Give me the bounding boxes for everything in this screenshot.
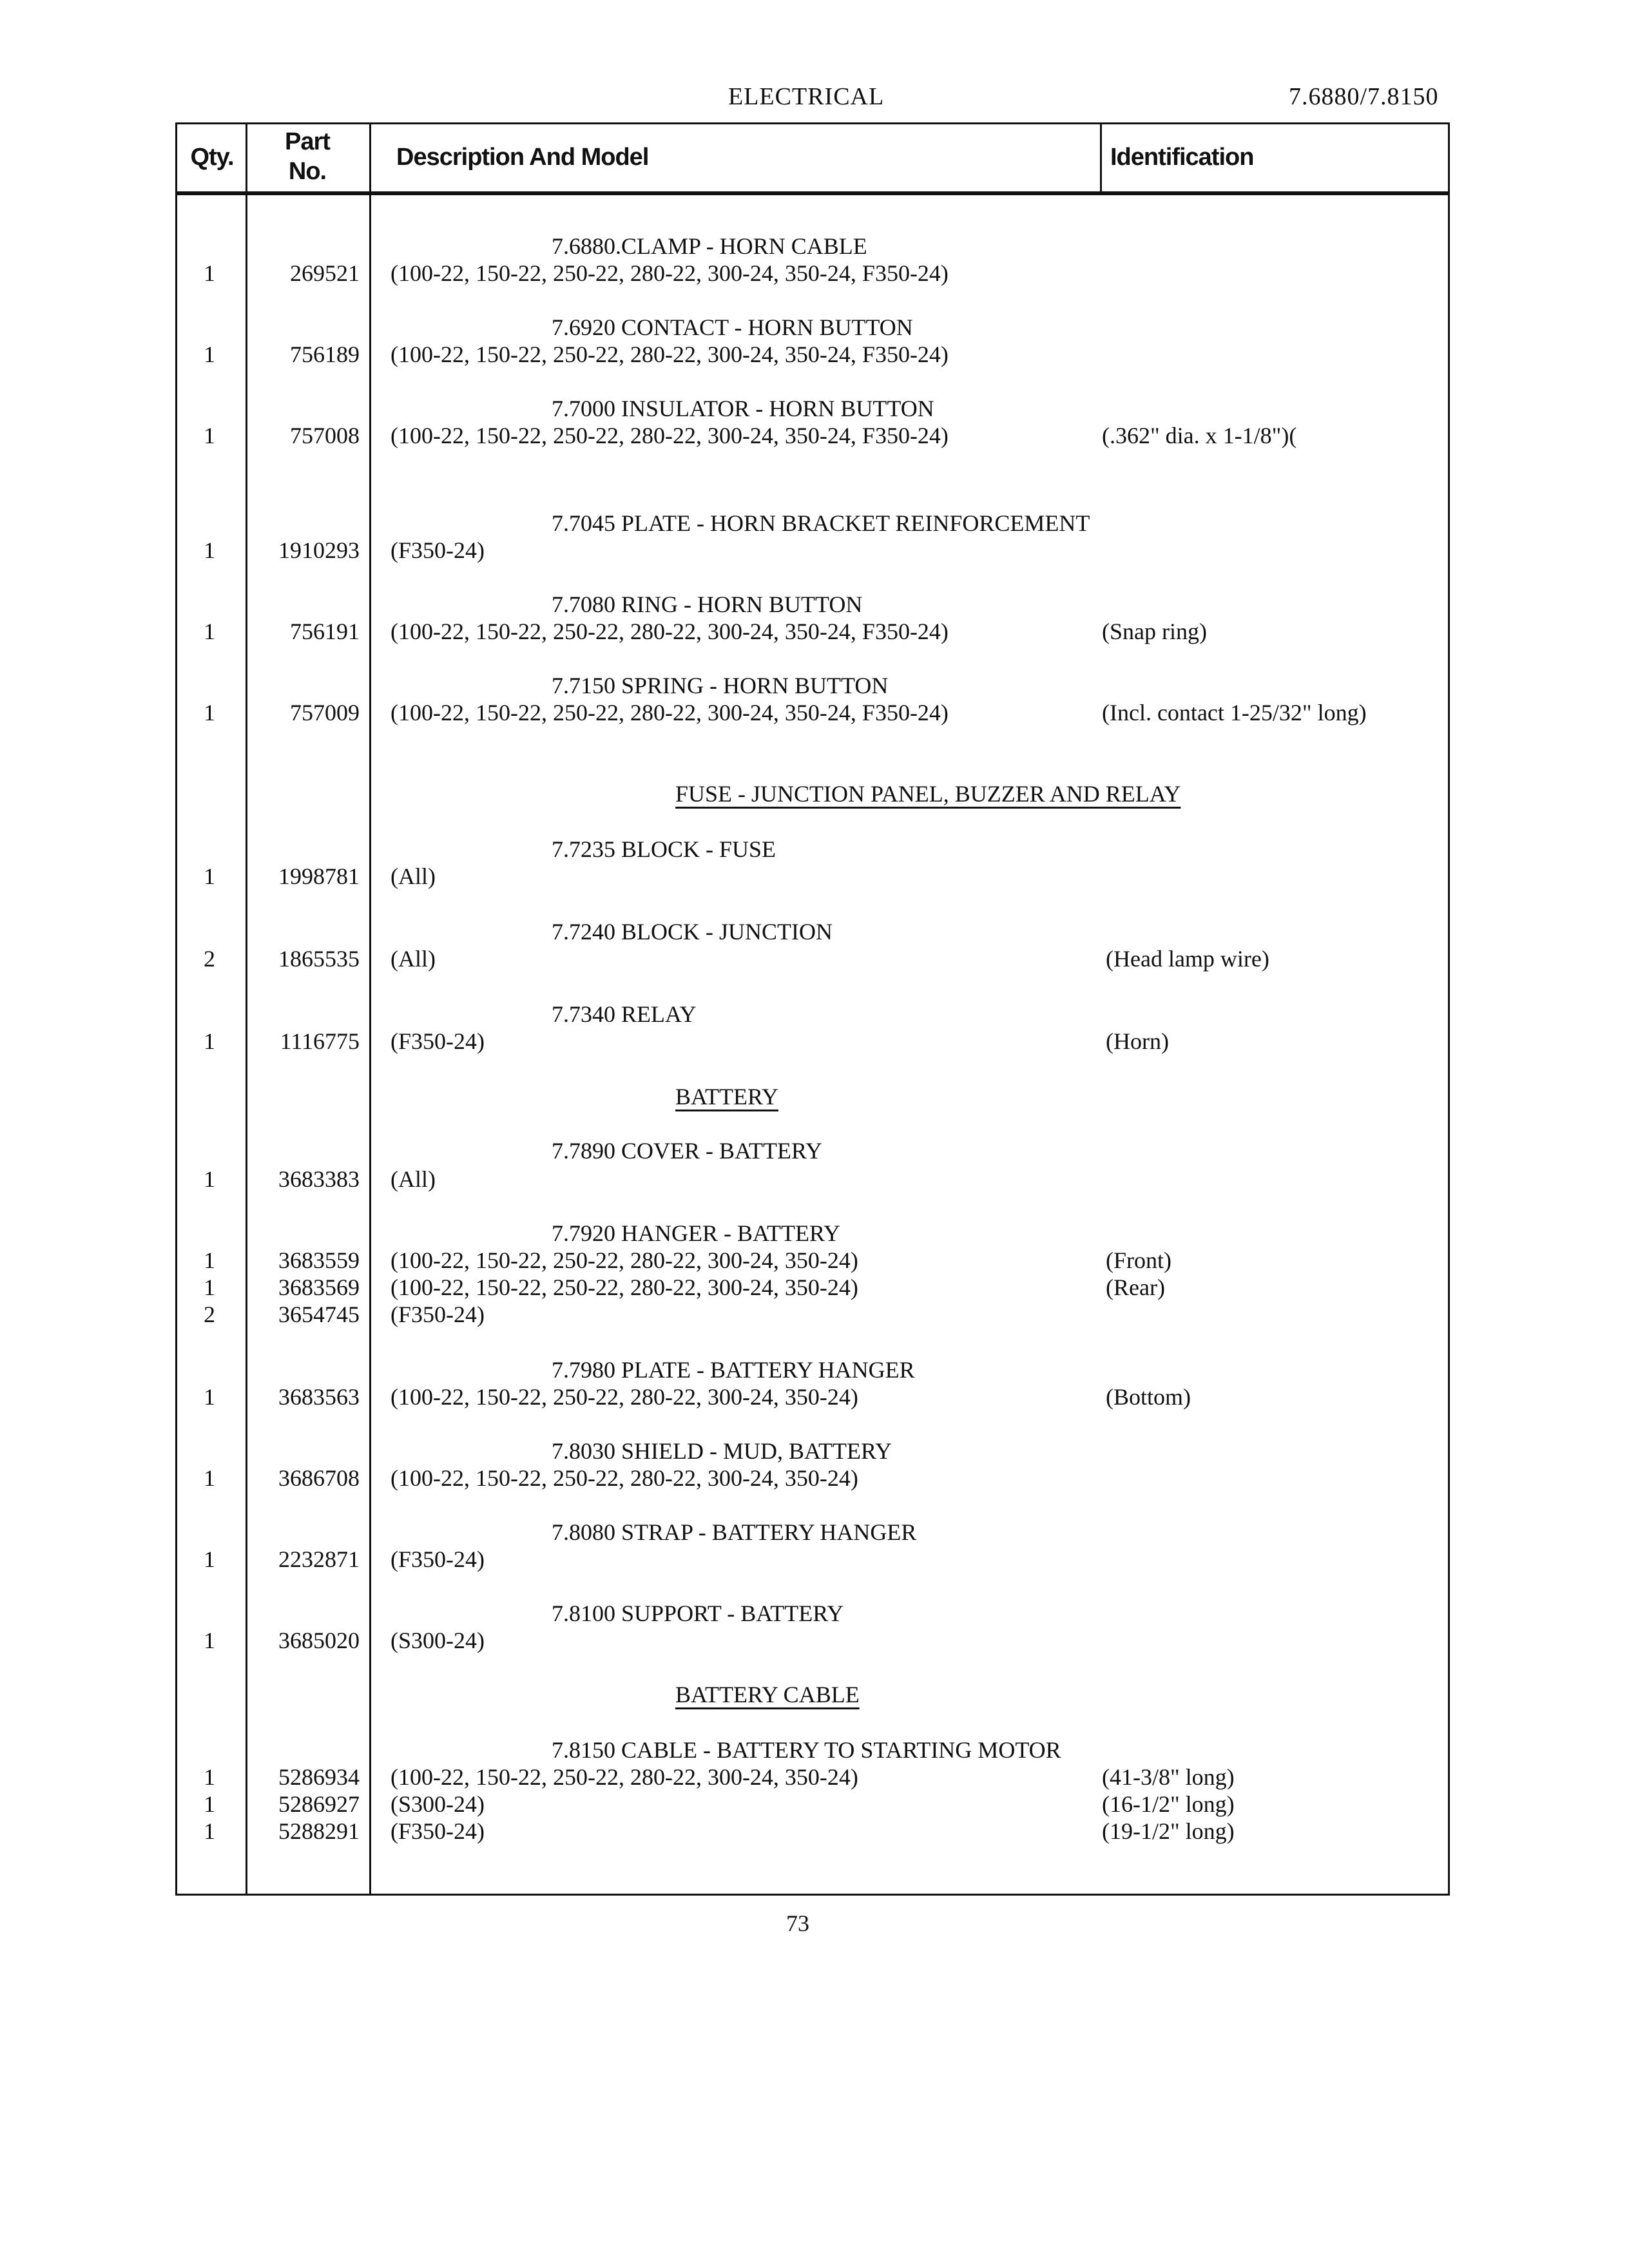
entry-title: 7.8030 SHIELD - MUD, BATTERY bbox=[552, 1438, 892, 1464]
entry-qty: 1 bbox=[204, 1028, 215, 1054]
entry-part-no: 5288291 bbox=[278, 1818, 360, 1844]
column-header-qty: Qty. bbox=[190, 144, 234, 171]
entry-part-no: 5286927 bbox=[278, 1791, 360, 1817]
entry-models: (F350-24) bbox=[390, 537, 485, 563]
entry-part-no: 3683559 bbox=[278, 1247, 360, 1273]
entry-part-no: 2232871 bbox=[278, 1546, 360, 1572]
entry-models: (100-22, 150-22, 250-22, 280-22, 300-24, 350-24) bbox=[390, 1384, 858, 1410]
header-rule bbox=[177, 191, 1448, 195]
entry-title: 7.7150 SPRING - HORN BUTTON bbox=[552, 673, 889, 698]
section-heading-battery: BATTERY bbox=[675, 1084, 779, 1110]
entry-title: 7.7890 COVER - BATTERY bbox=[552, 1138, 823, 1164]
entry-part-no: 3686708 bbox=[278, 1465, 360, 1491]
entry-identification: (Head lamp wire) bbox=[1106, 946, 1269, 972]
entry-models: (100-22, 150-22, 250-22, 280-22, 300-24, 350-24) bbox=[390, 1274, 858, 1300]
entry-models: (All) bbox=[390, 1166, 436, 1192]
entry-identification: (Snap ring) bbox=[1102, 619, 1207, 644]
entry-models: (100-22, 150-22, 250-22, 280-22, 300-24, 350-24, F350-24) bbox=[390, 423, 949, 448]
entry-models: (S300-24) bbox=[390, 1791, 485, 1817]
entry-qty: 1 bbox=[204, 1274, 215, 1300]
entry-qty: 1 bbox=[204, 1628, 215, 1653]
entry-identification: (Front) bbox=[1106, 1247, 1171, 1273]
page-title: ELECTRICAL bbox=[728, 83, 885, 110]
entry-qty: 1 bbox=[204, 537, 215, 563]
column-header-description: Description And Model bbox=[396, 144, 649, 171]
entry-models: (F350-24) bbox=[390, 1028, 485, 1054]
column-divider-description bbox=[1100, 124, 1102, 191]
entry-title: 7.6880.CLAMP - HORN CABLE bbox=[552, 233, 867, 259]
entry-title: 7.6920 CONTACT - HORN BUTTON bbox=[552, 314, 913, 340]
entry-title: 7.7235 BLOCK - FUSE bbox=[552, 836, 776, 862]
entry-part-no: 1998781 bbox=[278, 863, 360, 889]
entry-qty: 1 bbox=[204, 1764, 215, 1790]
entry-qty: 1 bbox=[204, 1546, 215, 1572]
entry-title: 7.7000 INSULATOR - HORN BUTTON bbox=[552, 396, 934, 421]
entry-title: 7.8080 STRAP - BATTERY HANGER bbox=[552, 1519, 917, 1545]
entry-part-no: 1116775 bbox=[280, 1028, 360, 1054]
entry-models: (100-22, 150-22, 250-22, 280-22, 300-24, 350-24) bbox=[390, 1247, 858, 1273]
entry-qty: 1 bbox=[204, 700, 215, 726]
entry-qty: 1 bbox=[204, 423, 215, 448]
entry-qty: 2 bbox=[204, 946, 215, 972]
entry-part-no: 1910293 bbox=[278, 537, 360, 563]
entry-identification: (16-1/2" long) bbox=[1102, 1791, 1235, 1817]
entry-part-no: 3683383 bbox=[278, 1166, 360, 1192]
entry-title: 7.7920 HANGER - BATTERY bbox=[552, 1220, 840, 1246]
entry-identification: (Rear) bbox=[1106, 1274, 1165, 1300]
entry-title: 7.7340 RELAY bbox=[552, 1001, 697, 1027]
entry-models: (100-22, 150-22, 250-22, 280-22, 300-24, 350-24, F350-24) bbox=[390, 619, 949, 644]
entry-models: (F350-24) bbox=[390, 1546, 485, 1572]
column-divider-part bbox=[369, 124, 371, 1894]
entry-identification: (.362" dia. x 1-1/8")( bbox=[1102, 423, 1297, 448]
entry-identification: (19-1/2" long) bbox=[1102, 1818, 1235, 1844]
entry-qty: 1 bbox=[204, 341, 215, 367]
entry-part-no: 3685020 bbox=[278, 1628, 360, 1653]
page-number: 73 bbox=[786, 1910, 809, 1936]
entry-qty: 1 bbox=[204, 619, 215, 644]
entry-title: 7.7045 PLATE - HORN BRACKET REINFORCEMENT bbox=[552, 510, 1090, 536]
entry-identification: (Incl. contact 1-25/32" long) bbox=[1102, 700, 1367, 726]
entry-models: (100-22, 150-22, 250-22, 280-22, 300-24, 350-24, F350-24) bbox=[390, 700, 949, 726]
page-section-range: 7.6880/7.8150 bbox=[1289, 83, 1439, 110]
column-header-identification: Identification bbox=[1110, 144, 1254, 171]
entry-models: (All) bbox=[390, 946, 436, 972]
column-header-part-no bbox=[246, 127, 369, 186]
entry-part-no: 5286934 bbox=[278, 1764, 360, 1790]
entry-identification: (Horn) bbox=[1106, 1028, 1169, 1054]
entry-models: (100-22, 150-22, 250-22, 280-22, 300-24, 350-24) bbox=[390, 1764, 858, 1790]
entry-qty: 2 bbox=[204, 1302, 215, 1327]
entry-models: (100-22, 150-22, 250-22, 280-22, 300-24, 350-24, F350-24) bbox=[390, 260, 949, 286]
entry-part-no: 756191 bbox=[290, 619, 360, 644]
entry-qty: 1 bbox=[204, 260, 215, 286]
entry-part-no: 756189 bbox=[290, 341, 360, 367]
entry-title: 7.7980 PLATE - BATTERY HANGER bbox=[552, 1357, 915, 1383]
entry-part-no: 3683569 bbox=[278, 1274, 360, 1300]
entry-identification: (Bottom) bbox=[1106, 1384, 1191, 1410]
entry-part-no: 269521 bbox=[290, 260, 360, 286]
entry-title: 7.7080 RING - HORN BUTTON bbox=[552, 591, 863, 617]
parts-table bbox=[175, 122, 1450, 1896]
entry-models: (100-22, 150-22, 250-22, 280-22, 300-24, 350-24, F350-24) bbox=[390, 341, 949, 367]
entry-part-no: 757009 bbox=[290, 700, 360, 726]
entry-qty: 1 bbox=[204, 1791, 215, 1817]
entry-qty: 1 bbox=[204, 1384, 215, 1410]
entry-models: (F350-24) bbox=[390, 1302, 485, 1327]
entry-qty: 1 bbox=[204, 1247, 215, 1273]
entry-title: 7.7240 BLOCK - JUNCTION bbox=[552, 919, 833, 945]
entry-part-no: 3654745 bbox=[278, 1302, 360, 1327]
entry-title: 7.8150 CABLE - BATTERY TO STARTING MOTOR bbox=[552, 1737, 1061, 1763]
entry-part-no: 3683563 bbox=[278, 1384, 360, 1410]
entry-part-no: 1865535 bbox=[278, 946, 360, 972]
entry-qty: 1 bbox=[204, 1166, 215, 1192]
entry-identification: (41-3/8" long) bbox=[1102, 1764, 1235, 1790]
column-header-part-line1: Part bbox=[285, 128, 330, 155]
entry-title: 7.8100 SUPPORT - BATTERY bbox=[552, 1600, 844, 1626]
entry-part-no: 757008 bbox=[290, 423, 360, 448]
entry-qty: 1 bbox=[204, 1818, 215, 1844]
entry-models: (All) bbox=[390, 863, 436, 889]
entry-qty: 1 bbox=[204, 863, 215, 889]
entry-models: (F350-24) bbox=[390, 1818, 485, 1844]
entry-qty: 1 bbox=[204, 1465, 215, 1491]
section-heading-battery-cable: BATTERY CABLE bbox=[675, 1682, 860, 1707]
entry-models: (100-22, 150-22, 250-22, 280-22, 300-24, 350-24) bbox=[390, 1465, 858, 1491]
entry-models: (S300-24) bbox=[390, 1628, 485, 1653]
section-heading-fuse-junction: FUSE - JUNCTION PANEL, BUZZER AND RELAY bbox=[675, 781, 1181, 807]
column-header-part-line2: No. bbox=[288, 158, 327, 185]
